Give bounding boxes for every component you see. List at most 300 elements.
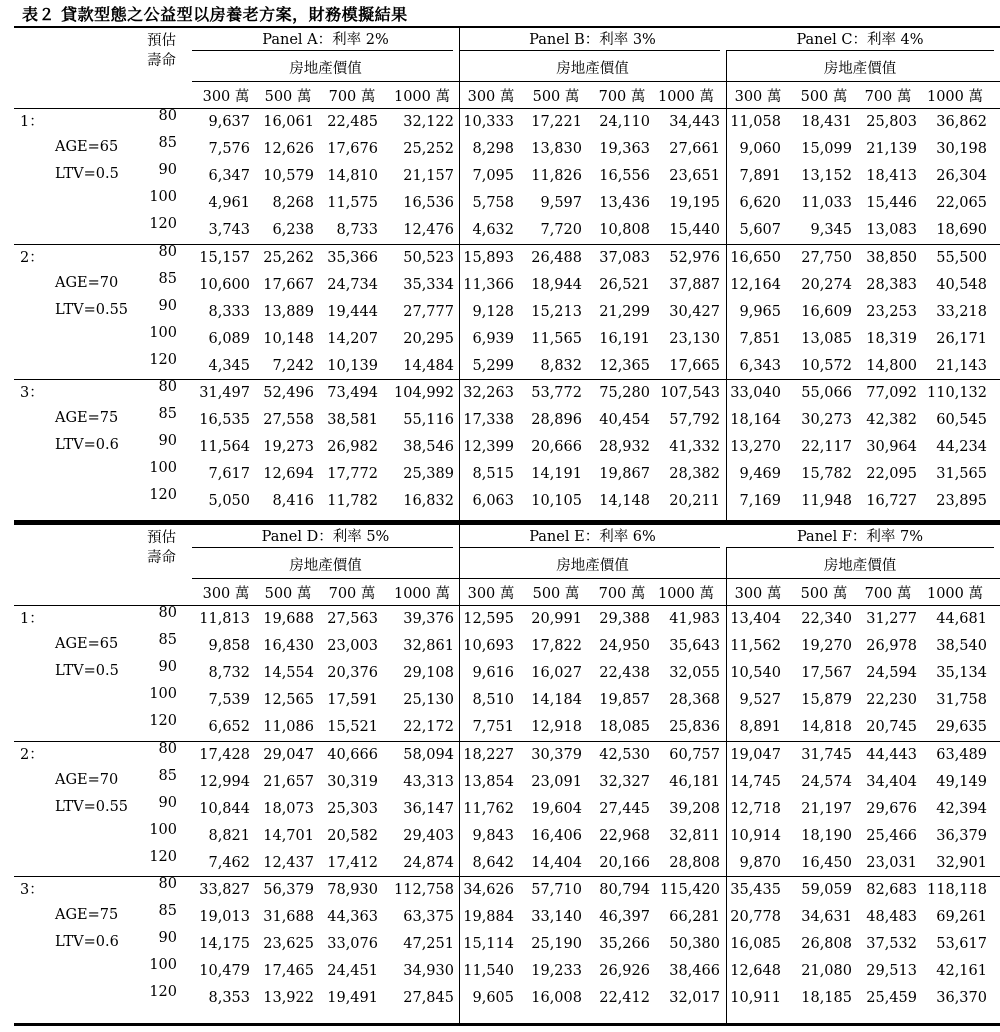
upper-data-cell: 9,128	[472, 303, 514, 320]
upper-divider	[459, 28, 460, 521]
upper-data-cell: 20,211	[669, 493, 720, 510]
lower-data-cell: 17,428	[199, 746, 250, 763]
lower-life-value: 80	[158, 605, 177, 621]
upper-scenario-age: AGE=70	[55, 274, 119, 291]
lower-data-cell: 34,626	[463, 882, 514, 898]
upper-data-cell: 20,666	[531, 439, 582, 456]
lower-data-cell: 10,914	[730, 827, 781, 844]
upper-col-header: 500 萬	[800, 89, 848, 105]
lower-data-cell: 30,319	[327, 773, 378, 790]
upper-data-cell: 19,273	[263, 439, 314, 456]
lower-data-cell: 23,003	[327, 638, 378, 655]
lower-panel-underline-1	[459, 547, 720, 548]
bottom-heavy-rule	[14, 1023, 1000, 1026]
lower-data-cell: 16,027	[531, 665, 582, 682]
lower-data-cell: 24,574	[801, 773, 852, 790]
lower-data-cell: 19,688	[263, 611, 314, 627]
upper-data-cell: 38,850	[866, 249, 917, 266]
lower-data-cell: 118,118	[927, 882, 987, 898]
upper-col-header: 300 萬	[467, 89, 515, 105]
upper-panel-underline-1	[459, 50, 720, 51]
upper-life-value: 100	[149, 189, 177, 206]
upper-data-cell: 18,944	[531, 276, 582, 293]
lower-scenario-id: 1：	[20, 611, 44, 627]
lower-data-cell: 7,539	[208, 692, 250, 709]
lower-data-cell: 34,930	[403, 963, 454, 980]
lower-data-cell: 10,540	[730, 665, 781, 682]
upper-data-cell: 33,218	[936, 303, 987, 320]
upper-data-cell: 24,734	[327, 276, 378, 293]
lower-data-cell: 10,479	[199, 963, 250, 980]
upper-data-cell: 42,382	[866, 412, 917, 429]
lower-life-value: 100	[149, 686, 177, 703]
lower-scenario-ltv: LTV=0.55	[55, 798, 129, 815]
upper-data-cell: 16,609	[801, 303, 852, 320]
lower-data-cell: 23,625	[263, 936, 314, 953]
lower-data-cell: 19,233	[531, 963, 582, 980]
lower-data-cell: 29,047	[263, 746, 314, 763]
lower-data-cell: 14,745	[730, 773, 781, 790]
lower-data-cell: 8,732	[208, 665, 250, 682]
upper-data-cell: 15,213	[531, 303, 582, 320]
upper-data-cell: 10,579	[263, 168, 314, 185]
lower-data-cell: 20,166	[599, 854, 650, 871]
lower-data-cell: 27,445	[599, 800, 650, 817]
lower-data-cell: 32,055	[669, 665, 720, 682]
lower-data-cell: 63,375	[403, 909, 454, 926]
lower-colhead-top-rule	[192, 578, 1000, 579]
lower-data-cell: 19,884	[463, 909, 514, 926]
upper-scenario-age: AGE=75	[55, 410, 119, 427]
lower-col-header: 700 萬	[598, 586, 646, 602]
lower-data-cell: 10,693	[463, 638, 514, 655]
lower-data-cell: 16,406	[531, 827, 582, 844]
upper-data-cell: 13,270	[730, 439, 781, 456]
upper-data-cell: 25,803	[866, 114, 917, 130]
upper-data-cell: 21,157	[403, 168, 454, 185]
upper-panel-title-1: Panel B：利率 3%	[529, 32, 656, 48]
upper-data-cell: 6,343	[739, 357, 781, 374]
upper-data-cell: 40,454	[599, 412, 650, 429]
upper-data-cell: 25,252	[403, 141, 454, 158]
lower-data-cell: 59,059	[801, 882, 852, 898]
lower-data-cell: 58,094	[403, 746, 454, 763]
upper-data-cell: 16,650	[730, 249, 781, 266]
lower-data-cell: 22,230	[866, 692, 917, 709]
upper-data-cell: 11,826	[531, 168, 582, 185]
upper-data-cell: 15,157	[199, 249, 250, 266]
upper-data-cell: 16,191	[599, 330, 650, 347]
upper-data-cell: 17,667	[263, 276, 314, 293]
lower-life-label: 壽命	[147, 550, 176, 566]
upper-data-cell: 5,299	[472, 357, 514, 374]
lower-data-cell: 19,857	[599, 692, 650, 709]
lower-data-cell: 42,530	[599, 746, 650, 763]
upper-data-cell: 7,851	[739, 330, 781, 347]
upper-data-cell: 18,319	[866, 330, 917, 347]
lower-data-cell: 38,540	[936, 638, 987, 655]
lower-data-cell: 25,459	[866, 990, 917, 1007]
lower-data-cell: 19,604	[531, 800, 582, 817]
lower-data-cell: 28,808	[669, 854, 720, 871]
lower-data-cell: 35,134	[936, 665, 987, 682]
upper-data-cell: 11,058	[730, 114, 781, 130]
lower-data-cell: 21,197	[801, 800, 852, 817]
lower-data-cell: 16,085	[730, 936, 781, 953]
lower-data-cell: 42,394	[936, 800, 987, 817]
upper-data-cell: 10,572	[801, 357, 852, 374]
lower-data-cell: 19,013	[199, 909, 250, 926]
lower-data-cell: 26,926	[599, 963, 650, 980]
lower-data-cell: 9,858	[208, 638, 250, 655]
upper-data-cell: 19,363	[599, 141, 650, 158]
lower-divider	[459, 525, 460, 1024]
lower-data-cell: 115,420	[660, 882, 720, 898]
upper-data-cell: 10,600	[199, 276, 250, 293]
lower-panel-title-2: Panel F：利率 7%	[796, 529, 924, 545]
lower-data-cell: 7,751	[472, 719, 514, 736]
lower-data-cell: 49,149	[936, 773, 987, 790]
lower-data-cell: 34,631	[801, 909, 852, 926]
lower-data-cell: 22,412	[599, 990, 650, 1007]
upper-data-cell: 44,234	[936, 439, 987, 456]
upper-life-value: 100	[149, 324, 177, 341]
upper-data-cell: 13,152	[801, 168, 852, 185]
upper-data-cell: 16,556	[599, 168, 650, 185]
upper-life-value: 90	[158, 433, 177, 450]
upper-data-cell: 13,083	[866, 222, 917, 239]
lower-data-cell: 32,017	[669, 990, 720, 1007]
lower-data-cell: 80,794	[599, 882, 650, 898]
upper-data-cell: 9,060	[739, 141, 781, 158]
lower-data-cell: 20,376	[327, 665, 378, 682]
upper-data-cell: 10,148	[263, 330, 314, 347]
upper-data-cell: 15,782	[801, 466, 852, 483]
lower-data-cell: 6,652	[208, 719, 250, 736]
upper-data-cell: 14,207	[327, 330, 378, 347]
lower-data-cell: 53,617	[936, 936, 987, 953]
lower-col-header: 500 萬	[264, 586, 312, 602]
upper-data-cell: 7,891	[739, 168, 781, 185]
upper-col-header: 300 萬	[202, 89, 250, 105]
lower-data-cell: 33,076	[327, 936, 378, 953]
upper-data-cell: 26,171	[936, 330, 987, 347]
upper-data-cell: 21,143	[936, 357, 987, 374]
upper-data-cell: 30,273	[801, 412, 852, 429]
lower-data-cell: 13,404	[730, 611, 781, 627]
upper-col-header: 700 萬	[328, 89, 376, 105]
lower-data-cell: 44,681	[936, 611, 987, 627]
lower-data-cell: 19,270	[801, 638, 852, 655]
lower-data-cell: 24,874	[403, 854, 454, 871]
upper-data-cell: 55,500	[936, 249, 987, 266]
upper-panel-title-2: Panel C：利率 4%	[796, 32, 924, 48]
upper-data-cell: 13,830	[531, 141, 582, 158]
lower-data-cell: 17,591	[327, 692, 378, 709]
lower-data-cell: 63,489	[936, 746, 987, 763]
upper-data-cell: 17,338	[463, 412, 514, 429]
lower-data-cell: 29,635	[936, 719, 987, 736]
upper-data-cell: 12,365	[599, 357, 650, 374]
lower-data-cell: 28,368	[669, 692, 720, 709]
lower-data-cell: 33,140	[531, 909, 582, 926]
lower-data-cell: 11,540	[463, 963, 514, 980]
upper-data-cell: 26,488	[531, 249, 582, 266]
lower-data-cell: 15,114	[463, 936, 514, 953]
upper-data-cell: 52,976	[669, 249, 720, 266]
lower-data-cell: 36,379	[936, 827, 987, 844]
upper-data-cell: 9,597	[540, 195, 582, 212]
upper-data-cell: 7,617	[208, 466, 250, 483]
upper-data-cell: 17,665	[669, 357, 720, 374]
lower-data-cell: 25,190	[531, 936, 582, 953]
upper-data-cell: 18,164	[730, 412, 781, 429]
upper-data-cell: 5,758	[472, 195, 514, 212]
upper-life-value: 85	[158, 135, 177, 152]
lower-data-cell: 25,836	[669, 719, 720, 736]
lower-data-cell: 29,108	[403, 665, 454, 682]
lower-data-cell: 12,595	[463, 611, 514, 627]
lower-data-cell: 42,161	[936, 963, 987, 980]
upper-data-cell: 22,065	[936, 195, 987, 212]
lower-data-cell: 8,821	[208, 827, 250, 844]
upper-data-cell: 11,575	[327, 195, 378, 212]
lower-data-cell: 7,462	[208, 854, 250, 871]
lower-data-cell: 25,466	[866, 827, 917, 844]
upper-data-cell: 23,651	[669, 168, 720, 185]
lower-data-cell: 19,491	[327, 990, 378, 1007]
lower-data-cell: 16,430	[263, 638, 314, 655]
upper-scenario-age: AGE=65	[55, 139, 119, 156]
lower-life-value: 80	[158, 876, 177, 892]
lower-data-cell: 57,710	[531, 882, 582, 898]
lower-data-cell: 23,031	[866, 854, 917, 871]
upper-data-cell: 26,304	[936, 168, 987, 185]
upper-data-cell: 52,496	[263, 385, 314, 401]
lower-col-header: 700 萬	[864, 586, 912, 602]
upper-data-cell: 14,191	[531, 466, 582, 483]
upper-data-cell: 18,690	[936, 222, 987, 239]
upper-data-cell: 10,105	[531, 493, 582, 510]
upper-data-cell: 25,389	[403, 466, 454, 483]
lower-data-cell: 16,008	[531, 990, 582, 1007]
upper-data-cell: 8,515	[472, 466, 514, 483]
lower-data-cell: 9,870	[739, 854, 781, 871]
upper-subheader-0: 房地產價值	[289, 61, 362, 77]
lower-data-cell: 10,844	[199, 800, 250, 817]
upper-data-cell: 32,263	[463, 385, 514, 401]
upper-data-cell: 18,413	[866, 168, 917, 185]
upper-data-cell: 7,169	[739, 493, 781, 510]
upper-data-cell: 55,116	[403, 412, 454, 429]
lower-data-cell: 37,532	[866, 936, 917, 953]
lower-data-cell: 18,085	[599, 719, 650, 736]
lower-data-cell: 20,778	[730, 909, 781, 926]
lower-data-cell: 25,130	[403, 692, 454, 709]
lower-data-cell: 36,147	[403, 800, 454, 817]
lower-life-value: 90	[158, 659, 177, 676]
lower-life-value: 85	[158, 632, 177, 649]
upper-data-cell: 35,366	[327, 249, 378, 266]
upper-panel-title-0: Panel A：利率 2%	[262, 32, 389, 48]
upper-data-cell: 12,399	[463, 439, 514, 456]
upper-data-cell: 25,262	[263, 249, 314, 266]
lower-data-cell: 27,563	[327, 611, 378, 627]
upper-data-cell: 13,889	[263, 303, 314, 320]
upper-scenario-ltv: LTV=0.6	[55, 437, 119, 454]
upper-data-cell: 3,743	[208, 222, 250, 239]
lower-data-cell: 47,251	[403, 936, 454, 953]
lower-data-cell: 22,968	[599, 827, 650, 844]
lower-data-cell: 11,813	[199, 611, 250, 627]
lower-data-cell: 31,688	[263, 909, 314, 926]
lower-data-cell: 12,648	[730, 963, 781, 980]
lower-scenario-age: AGE=70	[55, 771, 119, 788]
upper-data-cell: 38,546	[403, 439, 454, 456]
lower-data-cell: 14,175	[199, 936, 250, 953]
lower-data-cell: 40,666	[327, 746, 378, 763]
lower-panel-title-0: Panel D：利率 5%	[261, 529, 390, 545]
lower-scenario-ltv: LTV=0.5	[55, 663, 119, 680]
lower-data-cell: 32,327	[599, 773, 650, 790]
upper-data-cell: 4,961	[208, 195, 250, 212]
lower-data-cell: 60,757	[669, 746, 720, 763]
upper-data-cell: 35,334	[403, 276, 454, 293]
upper-life-value: 90	[158, 297, 177, 314]
upper-life-value: 85	[158, 270, 177, 287]
upper-data-cell: 16,061	[263, 114, 314, 130]
upper-data-cell: 16,832	[403, 493, 454, 510]
lower-data-cell: 12,565	[263, 692, 314, 709]
upper-data-cell: 11,564	[199, 439, 250, 456]
lower-panel-title-1: Panel E：利率 6%	[529, 529, 656, 545]
upper-data-cell: 33,040	[730, 385, 781, 401]
lower-data-cell: 14,818	[801, 719, 852, 736]
lower-data-cell: 35,266	[599, 936, 650, 953]
lower-data-cell: 29,676	[866, 800, 917, 817]
lower-life-value: 120	[149, 848, 177, 865]
lower-data-cell: 12,718	[730, 800, 781, 817]
lower-data-cell: 17,465	[263, 963, 314, 980]
upper-divider	[726, 50, 727, 521]
lower-data-cell: 35,435	[730, 882, 781, 898]
lower-data-cell: 11,562	[730, 638, 781, 655]
upper-data-cell: 8,832	[540, 357, 582, 374]
upper-data-cell: 27,558	[263, 412, 314, 429]
upper-data-cell: 4,632	[472, 222, 514, 239]
upper-data-cell: 7,095	[472, 168, 514, 185]
lower-divider	[726, 547, 727, 1024]
lower-col-header: 300 萬	[202, 586, 250, 602]
upper-data-cell: 22,095	[866, 466, 917, 483]
lower-life-value: 85	[158, 903, 177, 920]
upper-data-cell: 30,427	[669, 303, 720, 320]
upper-col-header: 1000 萬	[393, 89, 450, 105]
lower-data-cell: 46,397	[599, 909, 650, 926]
lower-data-cell: 38,466	[669, 963, 720, 980]
upper-data-cell: 28,383	[866, 276, 917, 293]
lower-data-cell: 25,303	[327, 800, 378, 817]
upper-col-header: 300 萬	[734, 89, 782, 105]
lower-data-cell: 17,412	[327, 854, 378, 871]
upper-data-cell: 28,382	[669, 466, 720, 483]
lower-data-cell: 14,701	[263, 827, 314, 844]
lower-data-cell: 21,080	[801, 963, 852, 980]
upper-data-cell: 10,808	[599, 222, 650, 239]
lower-scenario-age: AGE=65	[55, 636, 119, 653]
lower-data-cell: 24,594	[866, 665, 917, 682]
lower-data-cell: 20,991	[531, 611, 582, 627]
lower-data-cell: 44,363	[327, 909, 378, 926]
lower-col-header: 500 萬	[532, 586, 580, 602]
lower-data-cell: 32,861	[403, 638, 454, 655]
upper-data-cell: 107,543	[660, 385, 720, 401]
upper-data-cell: 9,965	[739, 303, 781, 320]
upper-data-cell: 8,298	[472, 141, 514, 158]
lower-data-cell: 15,521	[327, 719, 378, 736]
lower-data-cell: 10,911	[730, 990, 781, 1007]
upper-data-cell: 22,485	[327, 114, 378, 130]
upper-data-cell: 23,130	[669, 330, 720, 347]
upper-data-cell: 16,536	[403, 195, 454, 212]
upper-data-cell: 55,066	[801, 385, 852, 401]
lower-data-cell: 17,822	[531, 638, 582, 655]
upper-scenario-id: 1：	[20, 114, 44, 130]
lower-col-header: 1000 萬	[393, 586, 450, 602]
upper-data-cell: 26,521	[599, 276, 650, 293]
lower-data-cell: 13,854	[463, 773, 514, 790]
lower-life-value: 100	[149, 821, 177, 838]
upper-data-cell: 17,221	[531, 114, 582, 130]
upper-data-cell: 27,777	[403, 303, 454, 320]
lower-data-cell: 112,758	[394, 882, 454, 898]
lower-data-cell: 30,379	[531, 746, 582, 763]
lower-col-header: 1000 萬	[926, 586, 983, 602]
lower-data-cell: 82,683	[866, 882, 917, 898]
lower-data-cell: 21,657	[263, 773, 314, 790]
upper-data-cell: 26,982	[327, 439, 378, 456]
lower-data-cell: 12,437	[263, 854, 314, 871]
upper-data-cell: 6,347	[208, 168, 250, 185]
upper-data-cell: 27,750	[801, 249, 852, 266]
upper-data-cell: 15,099	[801, 141, 852, 158]
upper-col-header: 700 萬	[598, 89, 646, 105]
lower-data-cell: 29,388	[599, 611, 650, 627]
upper-life-value: 80	[158, 243, 177, 260]
lower-data-cell: 16,450	[801, 854, 852, 871]
upper-life-label: 壽命	[147, 53, 176, 69]
upper-scenario-id: 3：	[20, 385, 44, 401]
upper-data-cell: 23,253	[866, 303, 917, 320]
lower-life-value: 120	[149, 713, 177, 730]
lower-data-cell: 32,901	[936, 854, 987, 871]
lower-data-cell: 20,582	[327, 827, 378, 844]
lower-data-cell: 41,983	[669, 611, 720, 627]
lower-life-label: 預估	[147, 530, 176, 546]
lower-data-cell: 29,403	[403, 827, 454, 844]
upper-data-cell: 9,469	[739, 466, 781, 483]
upper-data-cell: 28,932	[599, 439, 650, 456]
upper-data-cell: 31,497	[199, 385, 250, 401]
upper-data-cell: 8,416	[272, 493, 314, 510]
lower-data-cell: 33,827	[199, 882, 250, 898]
upper-subheader-2: 房地產價值	[823, 61, 897, 77]
lower-scenario-id: 2：	[20, 746, 44, 763]
lower-data-cell: 31,745	[801, 746, 852, 763]
lower-subheader-0: 房地產價值	[289, 558, 362, 574]
upper-col-header: 500 萬	[264, 89, 312, 105]
upper-life-value: 80	[158, 108, 177, 124]
